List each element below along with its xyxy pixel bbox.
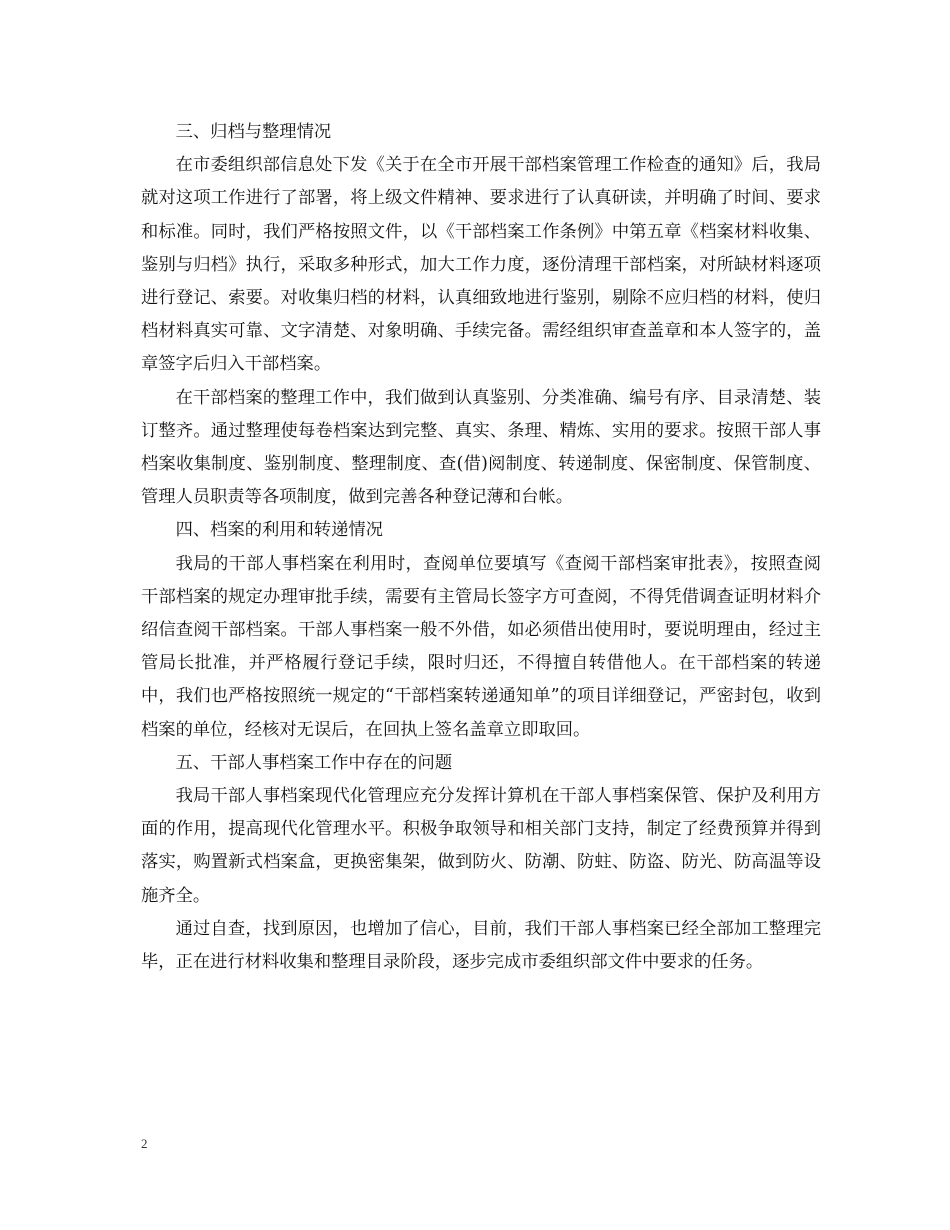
page-number: 2 xyxy=(141,1136,148,1151)
section-heading-archiving: 三、归档与整理情况 xyxy=(175,122,332,142)
paragraph-archive-organizing: 在干部档案的整理工作中，我们做到认真鉴别、分类准确、编号有序、目录清楚、装订整齐。通过整理使每卷档案达到完整、真实、条理、精炼、实用的要求。按照干部人事档案收集制度、鉴别制度、整理制度、查(借)阅制度、转递制度、保密制度、保管制度、管理人员职责等各项制度，做到完善各种登记薄和台帐。 xyxy=(141,387,821,508)
section-heading-usage-transfer: 四、档案的利用和转递情况 xyxy=(175,520,383,541)
section-heading-problems: 五、干部人事档案工作中存在的问题 xyxy=(175,752,453,773)
paragraph-conclusion: 通过自查，找到原因，也增加了信心，目前，我们干部人事档案已经全部加工整理完毕，正在进行材料收集和整理目录阶段，逐步完成市委组织部文件中要求的任务。 xyxy=(141,918,821,973)
document-body xyxy=(141,116,821,979)
paragraph-usage-transfer: 我局的干部人事档案在利用时，查阅单位要填写《查阅干部档案审批表》，按照查阅干部档案的规定办理审批手续，需要有主管局长签字方可查阅，不得凭借调查证明材料介绍信查阅干部档案。干部人事档案一般不外借，如必须借出使用时，要说明理由，经过主管局长批准，并严格履行登记手续，限时归还，不得擅自转借他人。在干部档案的转递中，我们也严格按照统一规定的“干部档案转递通知单”的项目详细登记，严密封包，收到档案的单位，经核对无误后，在回执上签名盖章立即取回。 xyxy=(141,553,821,740)
paragraph-archiving-process: 在市委组织部信息处下发《关于在全市开展干部档案管理工作检查的通知》后，我局就对这项工作进行了部署，将上级文件精神、要求进行了认真研读，并明确了时间、要求和标准。同时，我们严格按照文件，以《干部档案工作条例》中第五章《档案材料收集、鉴别与归档》执行，采取多种形式，加大工作力度，逐份清理干部档案，对所缺材料逐项进行登记、索要。对收集归档的材料，认真细致地进行鉴别，剔除不应归档的材料，使归档材料真实可靠、文字清楚、对象明确、手续完备。需经组织审查盖章和本人签字的，盖章签字后归入干部档案。 xyxy=(141,155,821,375)
paragraph-problems: 我局干部人事档案现代化管理应充分发挥计算机在干部人事档案保管、保护及利用方面的作用，提高现代化管理水平。积极争取领导和相关部门支持，制定了经费预算并得到落实，购置新式档案盒，更换密集架，做到防火、防潮、防蛀、防盗、防光、防高温等设施齐全。 xyxy=(141,786,821,906)
